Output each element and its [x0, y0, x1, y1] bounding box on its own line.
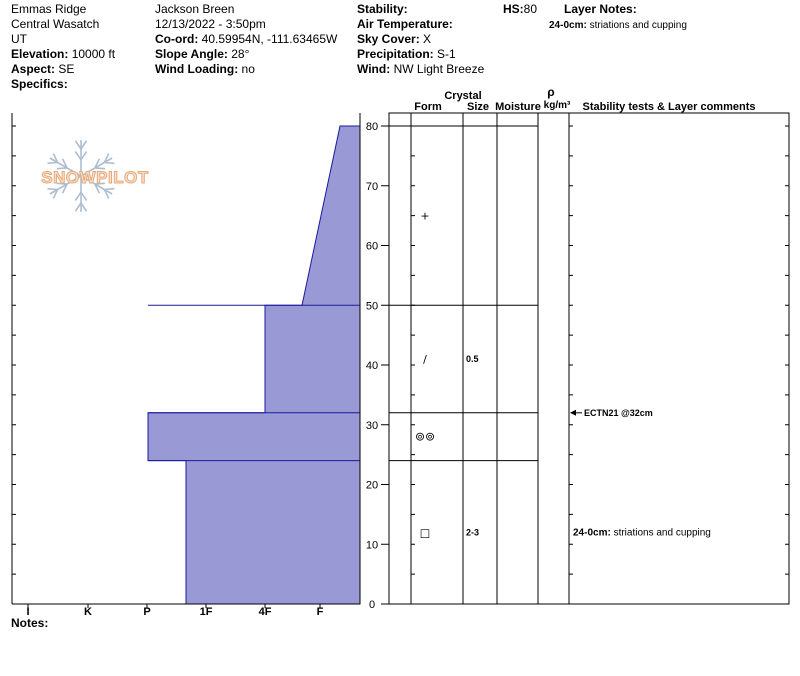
- x-tick-label: K: [84, 606, 92, 618]
- snowflake-branch: [104, 189, 114, 190]
- crystal-form-symbol: /: [423, 353, 427, 367]
- size-header: Size: [466, 101, 490, 113]
- coord-value: 40.59954N, -111.63465W: [201, 32, 338, 46]
- layer-notes-label: Layer Notes:: [564, 2, 637, 16]
- x-tick-label: P: [143, 606, 151, 618]
- hardness-x-ticks: [26, 604, 323, 618]
- notes-label: Notes:: [11, 616, 49, 630]
- snowflake-branch: [81, 203, 87, 211]
- y-tick-label: 70: [365, 180, 379, 193]
- crystal-form-symbol: □: [419, 526, 431, 540]
- x-tick-label: I: [26, 606, 30, 618]
- range-name: Central Wasatch: [11, 17, 100, 31]
- moisture-header: Moisture: [495, 101, 541, 113]
- crystal-size: 2-3: [466, 527, 480, 538]
- hardness-profile: [148, 126, 360, 604]
- wind-loading-value: no: [241, 62, 255, 76]
- y-tick-label: 40: [365, 360, 379, 372]
- snowflake-branch: [75, 152, 81, 160]
- y-tick-label: 10: [365, 539, 379, 552]
- arrow-head-icon: [570, 410, 576, 416]
- x-tick-label: 1F: [199, 606, 213, 618]
- datetime: 12/13/2022 - 3:50pm: [155, 17, 266, 31]
- crystal-header: Crystal: [444, 90, 482, 102]
- elevation-label: Elevation:: [11, 47, 69, 61]
- specifics-label: Specifics:: [11, 77, 68, 91]
- stability-label: Stability:: [357, 2, 408, 16]
- aspect-label: Aspect:: [11, 62, 56, 76]
- sky-cover-label: Sky Cover:: [357, 32, 420, 46]
- wind-value: NW Light Breeze: [393, 62, 485, 76]
- layer-comments: [573, 527, 711, 538]
- density-unit-header: kg/m³: [543, 100, 571, 111]
- layer-cells: [415, 210, 479, 540]
- snowflake-branch: [75, 203, 81, 211]
- crystal-form-symbol: +: [420, 209, 430, 223]
- snowflake-branch: [75, 141, 81, 149]
- rho-header: ρ: [547, 85, 555, 99]
- crystal-form-symbol: ⊚⊚: [414, 429, 436, 444]
- hardness-fill: [148, 126, 360, 604]
- x-tick-label: F: [316, 606, 324, 618]
- y-tick-label: 80: [365, 121, 379, 133]
- snowflake-branch: [81, 192, 87, 200]
- sky-cover-value: X: [423, 32, 432, 46]
- layer-table-headers: [414, 85, 755, 113]
- wind-label: Wind:: [357, 62, 391, 76]
- layer-comment-text: striations and cupping: [613, 527, 711, 539]
- state-name: UT: [11, 32, 27, 46]
- layer-note-1-depth: 24-0cm:: [549, 20, 587, 31]
- wind-loading-label: Wind Loading:: [155, 62, 239, 76]
- y-tick-label: 30: [365, 419, 379, 432]
- slope-label: Slope Angle:: [155, 47, 228, 61]
- precip-label: Precipitation:: [357, 47, 434, 61]
- depth-y-ticks: [366, 121, 389, 611]
- snowflake-branch: [48, 163, 58, 164]
- layer-comment-depth: 24-0cm:: [573, 527, 614, 539]
- layer-comment: [573, 527, 711, 538]
- crystal-size: 0.5: [466, 354, 479, 365]
- precip-value: S-1: [437, 47, 456, 61]
- air-temp-label: Air Temperature:: [357, 17, 453, 31]
- snowflake-branch: [81, 152, 87, 160]
- stability-test-label: ECTN21 @32cm: [584, 407, 653, 418]
- form-header: Form: [414, 101, 442, 113]
- snowflake-branch: [75, 192, 81, 200]
- hs-value: 80: [523, 2, 538, 16]
- observer-name: Jackson Breen: [155, 2, 235, 16]
- y-tick-label: 60: [365, 240, 379, 253]
- aspect-value: SE: [58, 62, 75, 76]
- snowpilot-logo: [41, 140, 149, 212]
- hs-label: HS:: [503, 2, 524, 16]
- y-tick-label: 0: [368, 599, 376, 611]
- x-tick-label: 4F: [258, 606, 272, 618]
- elevation-value: 10000 ft: [71, 47, 116, 61]
- y-tick-label: 50: [365, 300, 379, 313]
- coord-label: Co-ord:: [155, 32, 199, 46]
- snowflake-branch: [48, 189, 58, 190]
- snowflake-branch: [81, 141, 87, 149]
- layer-note-1-text: striations and cupping: [589, 20, 687, 31]
- comments-header: Stability tests & Layer comments: [582, 101, 756, 113]
- slope-value: 28°: [231, 47, 250, 61]
- snowflake-branch: [104, 163, 114, 164]
- location-name: Emmas Ridge: [11, 2, 87, 16]
- stability-tests: [570, 408, 653, 418]
- logo-wordmark: SNOWPILOT: [41, 168, 149, 187]
- y-tick-label: 20: [365, 479, 379, 492]
